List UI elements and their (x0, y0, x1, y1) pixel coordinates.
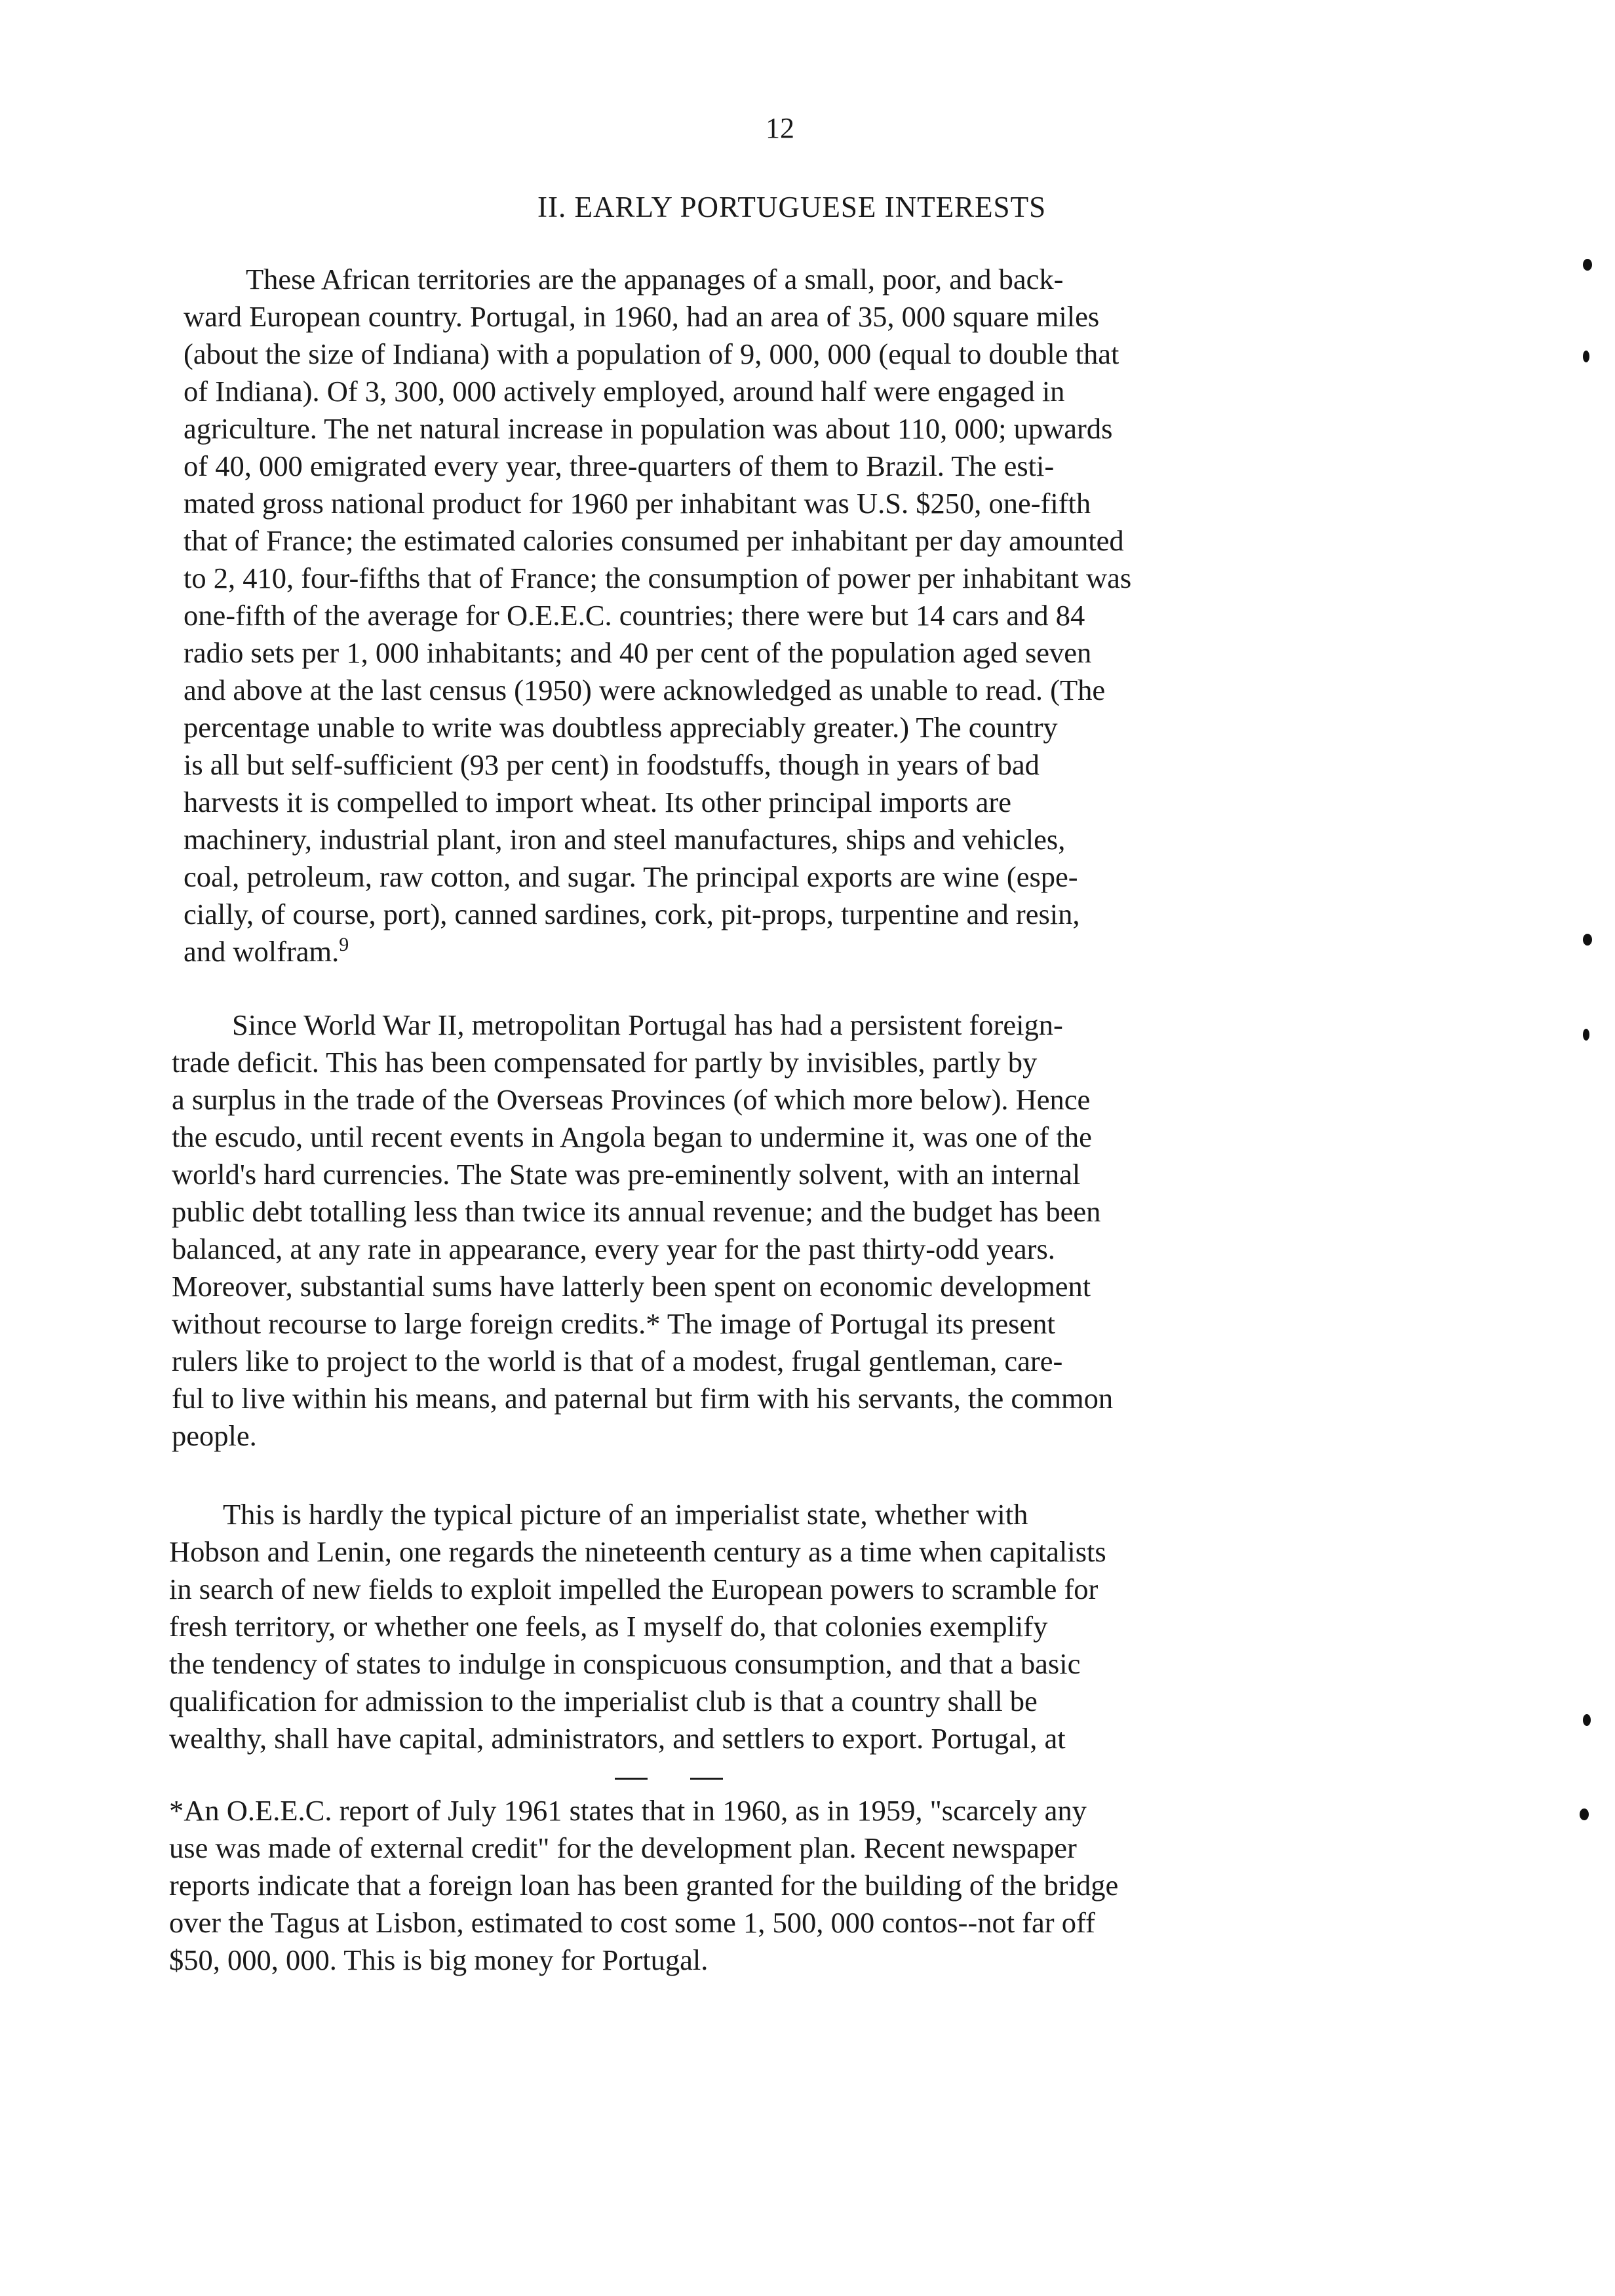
paragraph-2 (172, 1006, 1384, 1455)
text-line: These African territories are the appanages of a small, poor, and back- (246, 263, 1064, 296)
text-line: of Indiana). Of 3, 300, 000 actively employed, around half were engaged in (184, 375, 1065, 408)
text-line: machinery, industrial plant, iron and steel manufactures, ships and vehicles, (184, 823, 1066, 856)
text-line: people. (172, 1419, 257, 1452)
text-line: ward European country. Portugal, in 1960, had an area of 35, 000 square miles (184, 300, 1100, 333)
margin-speck (1583, 934, 1592, 946)
text-line: of 40, 000 emigrated every year, three-quarters of them to Brazil. The esti- (184, 450, 1055, 482)
text-line: and above at the last census (1950) were acknowledged as unable to read. (The (184, 674, 1106, 706)
text-line: qualification for admission to the imperialist club is that a country shall be (169, 1685, 1038, 1717)
footnote-line: *An O.E.E.C. report of July 1961 states that in 1960, as in 1959, "scarcely any (169, 1794, 1087, 1827)
text-line: the tendency of states to indulge in conspicuous consumption, and that a basic (169, 1647, 1081, 1680)
text-line: cially, of course, port), canned sardines, cork, pit-props, turpentine and resin, (184, 898, 1080, 930)
text-line: mated gross national product for 1960 per inhabitant was U.S. $250, one-fifth (184, 487, 1091, 520)
footnote-line: over the Tagus at Lisbon, estimated to cost some 1, 500, 000 contos--not far off (169, 1906, 1095, 1939)
text-line: Moreover, substantial sums have latterly been spent on economic development (172, 1270, 1091, 1303)
text-line: coal, petroleum, raw cotton, and sugar. The principal exports are wine (espe- (184, 860, 1078, 893)
footnote-ref: 9 (339, 934, 349, 956)
text-line: radio sets per 1, 000 inhabitants; and 40 per cent of the population aged seven (184, 636, 1092, 669)
margin-speck (1583, 259, 1592, 271)
paragraph-3 (169, 1496, 1382, 1757)
text-line: (about the size of Indiana) with a population of 9, 000, 000 (equal to double that (184, 337, 1119, 370)
margin-speck (1583, 351, 1589, 362)
text-line: percentage unable to write was doubtless appreciably greater.) The country (184, 711, 1058, 744)
text-line: balanced, at any rate in appearance, every year for the past thirty-odd years. (172, 1233, 1055, 1265)
footnote (169, 1792, 1382, 1979)
chapter-title: II. EARLY PORTUGUESE INTERESTS (537, 191, 1047, 223)
footnote-line: reports indicate that a foreign loan has been granted for the building of the bridge (169, 1869, 1119, 1902)
text-line: and wolfram. (184, 935, 340, 968)
margin-speck (1580, 1808, 1589, 1820)
text-line: fresh territory, or whether one feels, as I myself do, that colonies exemplify (169, 1610, 1048, 1643)
footnote-line: use was made of external credit" for the development plan. Recent newspaper (169, 1831, 1077, 1864)
footnote-separator (615, 1772, 730, 1786)
text-line: Hobson and Lenin, one regards the nineteenth century as a time when capitalists (169, 1535, 1106, 1568)
margin-speck (1583, 1029, 1589, 1041)
text-line: the escudo, until recent events in Angola began to undermine it, was one of the (172, 1120, 1092, 1153)
text-line: a surplus in the trade of the Overseas Provinces (of which more below). Hence (172, 1083, 1091, 1116)
text-line: Since World War II, metropolitan Portugal has had a persistent foreign- (232, 1008, 1063, 1041)
text-line: wealthy, shall have capital, administrators, and settlers to export. Portugal, at (169, 1722, 1066, 1755)
separator-dash (615, 1778, 648, 1780)
text-line: public debt totalling less than twice its annual revenue; and the budget has been (172, 1195, 1101, 1228)
text-line: that of France; the estimated calories consumed per inhabitant per day amounted (184, 524, 1124, 557)
separator-dash (690, 1778, 723, 1780)
text-line: one-fifth of the average for O.E.E.C. countries; there were but 14 cars and 84 (184, 599, 1085, 632)
paragraph-1 (184, 261, 1396, 970)
footnote-line: $50, 000, 000. This is big money for Portugal. (169, 1943, 709, 1976)
text-line: harvests it is compelled to import wheat. Its other principal imports are (184, 786, 1011, 818)
text-line: agriculture. The net natural increase in population was about 110, 000; upwards (184, 412, 1113, 445)
text-line: This is hardly the typical picture of an imperialist state, whether with (223, 1498, 1028, 1531)
text-line: in search of new fields to exploit impelled the European powers to scramble for (169, 1573, 1099, 1605)
text-line: world's hard currencies. The State was pre-eminently solvent, with an internal (172, 1158, 1081, 1191)
text-line: trade deficit. This has been compensated for partly by invisibles, partly by (172, 1046, 1038, 1079)
text-line: rulers like to project to the world is that of a modest, frugal gentleman, care- (172, 1345, 1063, 1377)
margin-speck (1583, 1714, 1591, 1726)
text-line: is all but self-sufficient (93 per cent) in foodstuffs, though in years of bad (184, 748, 1040, 781)
text-line: to 2, 410, four-fifths that of France; the consumption of power per inhabitant was (184, 562, 1132, 594)
page-number: 12 (766, 112, 794, 144)
text-line-last (184, 933, 1396, 970)
text-line: without recourse to large foreign credits.* The image of Portugal its present (172, 1307, 1055, 1340)
text-line: ful to live within his means, and paternal but firm with his servants, the common (172, 1382, 1114, 1415)
